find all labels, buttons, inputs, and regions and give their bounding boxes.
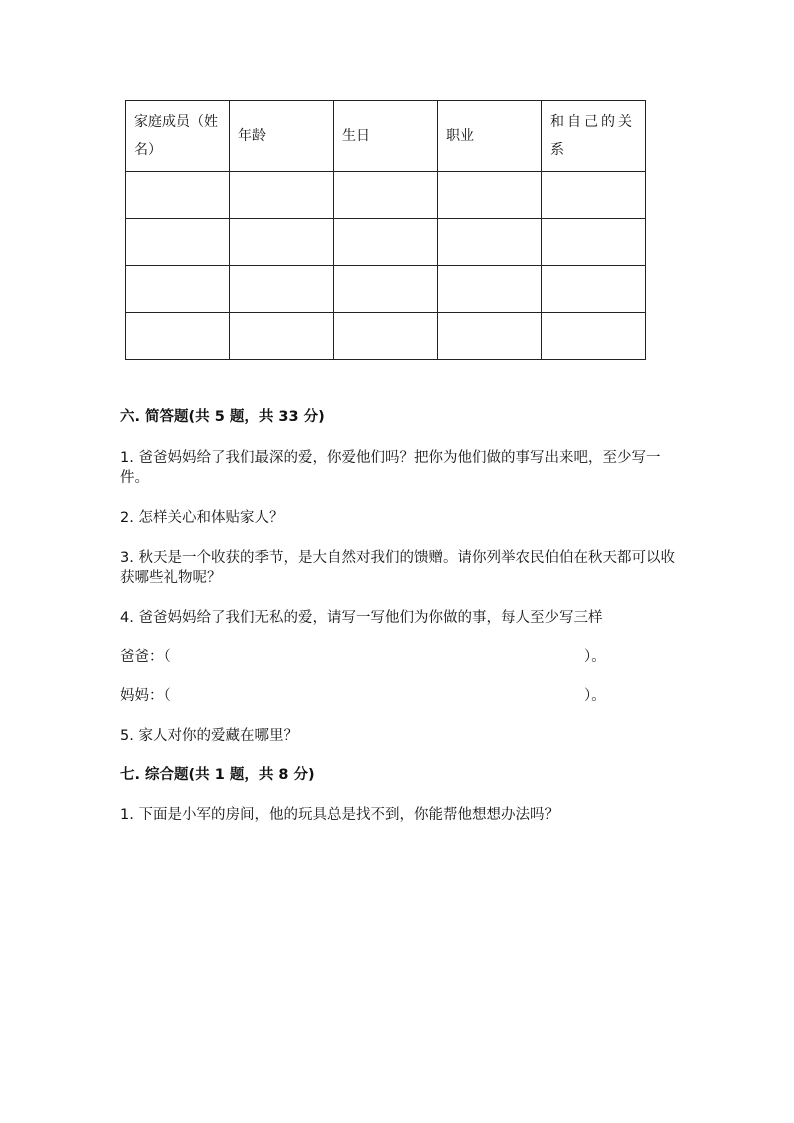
mom-answer-line[interactable] bbox=[120, 686, 606, 706]
table-cell[interactable] bbox=[438, 313, 542, 360]
dad-blank-close: ）。 bbox=[584, 649, 606, 665]
header-occupation: 职业 bbox=[438, 101, 542, 172]
table-cell[interactable] bbox=[438, 219, 542, 266]
table-cell[interactable] bbox=[438, 172, 542, 219]
table-row bbox=[126, 219, 646, 266]
table-cell[interactable] bbox=[542, 313, 646, 360]
table-cell[interactable] bbox=[334, 266, 438, 313]
table-cell[interactable] bbox=[334, 219, 438, 266]
table-cell[interactable] bbox=[126, 219, 230, 266]
table-row bbox=[126, 313, 646, 360]
table-cell[interactable] bbox=[542, 266, 646, 313]
table-cell[interactable] bbox=[230, 313, 334, 360]
dad-label: 爸爸：（ bbox=[120, 649, 171, 665]
table-cell[interactable] bbox=[230, 266, 334, 313]
section7-title: 七. 综合题(共 1 题，共 8 分) bbox=[120, 767, 315, 783]
header-relationship: 和自己的关系 bbox=[542, 101, 646, 172]
table-row bbox=[126, 172, 646, 219]
table-row bbox=[126, 266, 646, 313]
header-age: 年龄 bbox=[230, 101, 334, 172]
table-cell[interactable] bbox=[542, 219, 646, 266]
question-7-1: 1. 下面是小军的房间，他的玩具总是找不到，你能帮他想想办法吗？ bbox=[120, 807, 559, 823]
question-6-4: 4. 爸爸妈妈给了我们无私的爱，请写一写他们为你做的事，每人至少写三样 bbox=[120, 610, 603, 626]
question-6-3: 3. 秋天是一个收获的季节，是大自然对我们的馈赠。请你列举农民伯伯在秋天都可以收获哪些礼物呢？ bbox=[120, 550, 675, 586]
question-6-1: 1. 爸爸妈妈给了我们最深的爱，你爱他们吗？把你为他们做的事写出来吧，至少写一件。 bbox=[120, 450, 661, 486]
table-cell[interactable] bbox=[126, 313, 230, 360]
table-cell[interactable] bbox=[334, 172, 438, 219]
table-header-row bbox=[126, 101, 646, 172]
header-birthday: 生日 bbox=[334, 101, 438, 172]
table-cell[interactable] bbox=[230, 172, 334, 219]
question-6-2: 2. 怎样关心和体贴家人？ bbox=[120, 510, 284, 526]
family-info-table bbox=[125, 100, 646, 360]
table-cell[interactable] bbox=[230, 219, 334, 266]
table-cell[interactable] bbox=[542, 172, 646, 219]
section6-title: 六. 简答题(共 5 题，共 33 分) bbox=[120, 409, 325, 425]
dad-answer-line[interactable] bbox=[120, 647, 606, 667]
table-cell[interactable] bbox=[126, 266, 230, 313]
table-cell[interactable] bbox=[334, 313, 438, 360]
question-6-5: 5. 家人对你的爱藏在哪里？ bbox=[120, 728, 298, 744]
header-family-member: 家庭成员（姓名） bbox=[126, 101, 230, 172]
table-cell[interactable] bbox=[438, 266, 542, 313]
table-cell[interactable] bbox=[126, 172, 230, 219]
mom-label: 妈妈：（ bbox=[120, 688, 171, 704]
mom-blank-close: ）。 bbox=[584, 688, 606, 704]
